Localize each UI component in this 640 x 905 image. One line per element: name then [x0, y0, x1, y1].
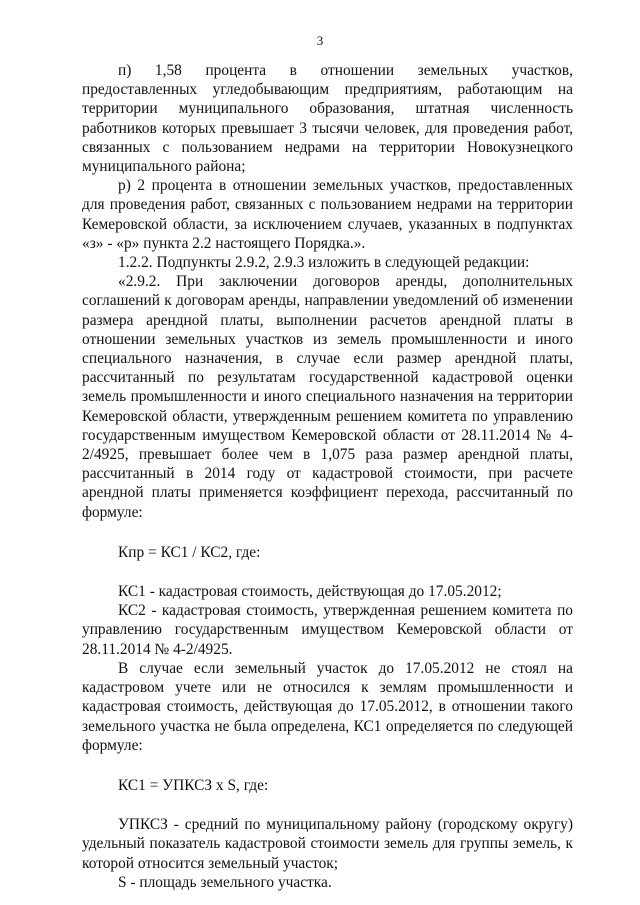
paragraph-amendment-intro: 1.2.2. Подпункты 2.9.2, 2.9.3 изложить в следующей редакции:: [118, 254, 530, 272]
definition-ks1: КС1 - кадастровая стоимость, действующая до 17.05.2012;: [118, 583, 502, 601]
definition-ks2: КС2 - кадастровая стоимость, утвержденная решением комитета по управлению государственным имуществом Кемеровской области от 28.11.2014 № 4-2/4925.: [82, 602, 573, 658]
formula-ks1: КС1 = УПКСЗ x S, где:: [118, 776, 269, 794]
page-number: 3: [316, 33, 324, 48]
document-body: [82, 61, 573, 892]
paragraph-ks1-condition: В случае если земельный участок до 17.05.2012 не стоял на кадастровом учете или не относился к землям промышленности и кадастровая стоимость, действующая до 17.05.2012, в отношении такого земельного участка не была определена, КС1 определяется по следующей формуле:: [82, 659, 573, 754]
formula-kpr: Кпр = КС1 / КС2, где:: [118, 543, 261, 561]
paragraph-item-p: п) 1,58 процента в отношении земельных участков, предоставленных угледобывающим предприятиям, работающим на территории муниципального образования, штатная численность работников которых превышает 3 тысячи человек, для проведения работ, связанных с пользованием недрами на территории Новокузнецкого муниципального района;: [82, 62, 573, 176]
definition-upksz: УПКСЗ - средний по муниципальному району (городскому округу) удельный показатель кадастровой стоимости земель для группы земель, к которой относится земельный участок;: [82, 816, 573, 872]
paragraph-2-9-2: «2.9.2. При заключении договоров аренды, дополнительных соглашений к договорам аренды, направлении уведомлений об изменении размера арендной платы, выполнении расчетов арендной платы в отношении земельных участков из земель промышленности и иного специального назначения, в случае если размер арендной платы, рассчитанный по результатам государственной кадастровой оценки земель промышленности и иного специального назначения на территории Кемеровской области, утвержденным решением комитета по управлению государственным имуществом Кемеровской области от 28.11.2014 № 4-2/4925, превышает более чем в 1,075 раза размер арендной платы, рассчитанный в 2014 году от кадастровой стоимости, при расчете арендной платы применяется коэффициент перехода, рассчитанный по формуле:: [82, 273, 573, 521]
paragraph-item-r: р) 2 процента в отношении земельных участков, предоставленных для проведения работ, связанных с пользованием недрами на территории Кемеровской области, за исключением случаев, указанных в подпунктах «з» - «р» пункта 2.2 настоящего Порядка.».: [82, 177, 573, 252]
definition-s: S - площадь земельного участка.: [118, 873, 332, 891]
